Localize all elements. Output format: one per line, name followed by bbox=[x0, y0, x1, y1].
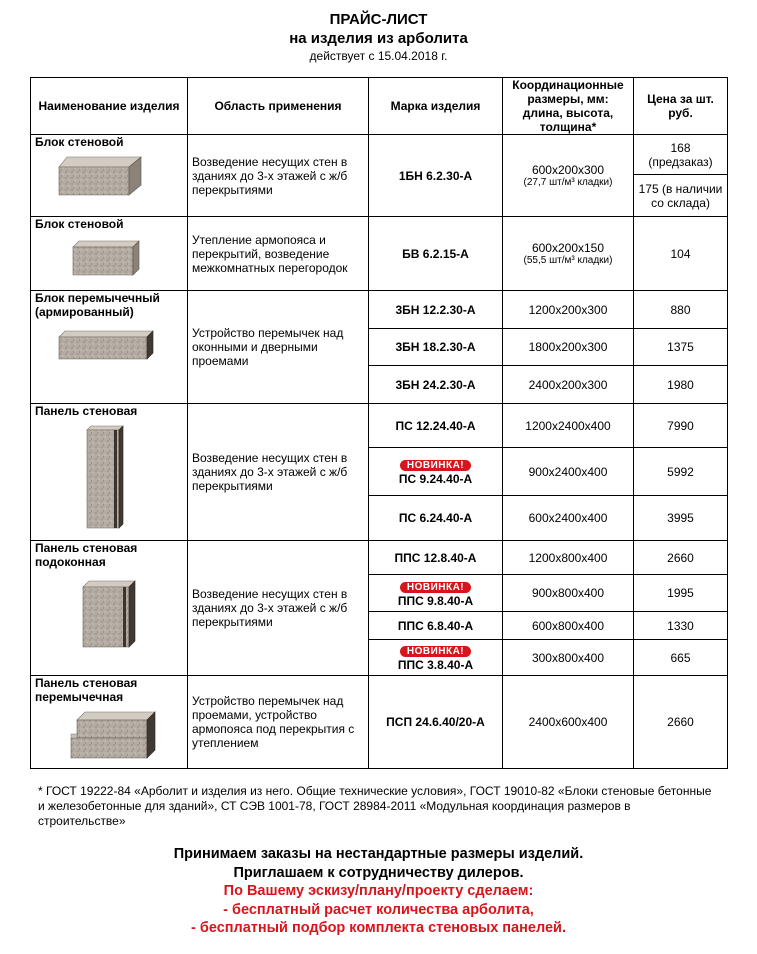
product-name: Блок перемычечный (армированный) bbox=[35, 291, 160, 319]
application-cell: Устройство перемычек над проемами, устройство армопояса под перекрытия с утеплением bbox=[188, 676, 369, 769]
column-header-code: Марка изделия bbox=[369, 78, 503, 135]
column-header-size: Координационные размеры, мм: длина, высота, толщина* bbox=[503, 78, 634, 135]
sketch-offer-note: По Вашему эскизу/плану/проекту сделаем: bbox=[223, 883, 534, 899]
product-code: ППС 3.8.40-А bbox=[397, 658, 474, 672]
price-value: 1375 bbox=[634, 329, 728, 366]
size-value: 600х200х150 bbox=[531, 240, 605, 255]
table-row bbox=[31, 676, 728, 769]
product-name: Блок стеновой bbox=[35, 135, 124, 149]
size-cell bbox=[503, 135, 634, 217]
product-cell bbox=[31, 404, 188, 541]
price-value: 3995 bbox=[634, 496, 728, 541]
product-name: Панель стеновая подоконная bbox=[35, 541, 138, 569]
column-header-name: Наименование изделия bbox=[31, 78, 188, 135]
application-cell: Возведение несущих стен в зданиях до 3-х этажей с ж/б перекрытиями bbox=[188, 135, 369, 217]
size-value: 600х2400х400 bbox=[503, 496, 634, 541]
application-cell: Утепление армопояса и перекрытий, возведение межкомнатных перегородок bbox=[188, 217, 369, 291]
product-code: ППС 6.8.40-А bbox=[369, 612, 503, 640]
price-value: 5992 bbox=[634, 448, 728, 496]
price-value: 880 bbox=[634, 291, 728, 329]
size-value: 2400х200х300 bbox=[503, 366, 634, 404]
product-name: Блок стеновой bbox=[35, 217, 124, 231]
product-cell bbox=[31, 676, 188, 769]
table-row bbox=[31, 217, 728, 291]
price-value: 168 (предзаказ) bbox=[634, 135, 728, 175]
table-row bbox=[31, 541, 728, 575]
size-value: 1200х200х300 bbox=[503, 291, 634, 329]
product-code: 1БН 6.2.30-А bbox=[369, 135, 503, 217]
column-header-price: Цена за шт. руб. bbox=[634, 78, 728, 135]
lintel-panel-image bbox=[35, 708, 180, 764]
lintel-block-image bbox=[35, 323, 180, 373]
product-code: ПС 9.24.40-А bbox=[398, 472, 473, 486]
price-value: 7990 bbox=[634, 404, 728, 448]
product-code-cell bbox=[369, 575, 503, 612]
product-cell bbox=[31, 291, 188, 404]
product-name: Панель стеновая bbox=[35, 404, 138, 418]
wall-block-image bbox=[35, 153, 180, 199]
product-name: Панель стеновая перемычечная bbox=[35, 676, 138, 704]
application-cell: Возведение несущих стен в зданиях до 3-х этажей с ж/б перекрытиями bbox=[188, 404, 369, 541]
price-value: 2660 bbox=[634, 541, 728, 575]
product-code-cell bbox=[369, 640, 503, 676]
new-badge: НОВИНКА! bbox=[400, 646, 471, 657]
size-value: 300х800х400 bbox=[503, 640, 634, 676]
size-value: 600х200х300 bbox=[531, 162, 605, 177]
page-subtitle: на изделия из арболита bbox=[289, 30, 468, 47]
new-badge: НОВИНКА! bbox=[400, 582, 471, 593]
table-row bbox=[31, 291, 728, 329]
product-code: ПС 12.24.40-А bbox=[369, 404, 503, 448]
size-value: 1800х200х300 bbox=[503, 329, 634, 366]
size-value: 900х2400х400 bbox=[503, 448, 634, 496]
wall-block-thin-image bbox=[35, 235, 180, 279]
product-code: 3БН 24.2.30-А bbox=[369, 366, 503, 404]
free-panel-selection-note: - бесплатный подбор комплекта стеновых панелей. bbox=[191, 920, 566, 936]
size-cell bbox=[503, 217, 634, 291]
product-code: БВ 6.2.15-А bbox=[369, 217, 503, 291]
table-row bbox=[31, 404, 728, 448]
application-cell: Возведение несущих стен в зданиях до 3-х этажей с ж/б перекрытиями bbox=[188, 541, 369, 676]
column-header-area: Область применения bbox=[188, 78, 369, 135]
free-calculation-note: - бесплатный расчет количества арболита, bbox=[223, 902, 534, 918]
table-header-row bbox=[31, 78, 728, 135]
price-value: 2660 bbox=[634, 676, 728, 769]
product-cell bbox=[31, 541, 188, 676]
wall-panel-image bbox=[35, 422, 180, 532]
effective-date: действует с 15.04.2018 г. bbox=[309, 49, 448, 63]
price-value: 1980 bbox=[634, 366, 728, 404]
size-value: 2400х600х400 bbox=[503, 676, 634, 769]
sill-panel-image bbox=[35, 573, 180, 653]
new-badge: НОВИНКА! bbox=[400, 460, 471, 471]
size-value: 600х800х400 bbox=[503, 612, 634, 640]
price-value: 1995 bbox=[634, 575, 728, 612]
product-code-cell bbox=[369, 448, 503, 496]
size-note: (27,7 шт/м³ кладки) bbox=[523, 176, 613, 188]
table-row bbox=[31, 135, 728, 175]
price-table bbox=[30, 77, 728, 769]
product-code: ПСП 24.6.40/20-А bbox=[369, 676, 503, 769]
page-title: ПРАЙС-ЛИСТ bbox=[329, 11, 428, 28]
size-value: 1200х2400х400 bbox=[503, 404, 634, 448]
price-value: 175 (в наличии со склада) bbox=[634, 175, 728, 217]
price-value: 104 bbox=[634, 217, 728, 291]
product-cell bbox=[31, 135, 188, 217]
product-code: ППС 12.8.40-А bbox=[369, 541, 503, 575]
product-code: ППС 9.8.40-А bbox=[397, 593, 474, 608]
product-cell bbox=[31, 217, 188, 291]
gost-footnote: * ГОСТ 19222-84 «Арболит и изделия из него. Общие технические условия», ГОСТ 19010-82 «Блоки стеновые бетонные и железобетонные для зданий», СТ СЭВ 1001-78, ГОСТ 28984-2011 «Модульная координация размеров в строительстве» bbox=[38, 784, 712, 828]
product-code: 3БН 18.2.30-А bbox=[369, 329, 503, 366]
price-value: 665 bbox=[634, 640, 728, 676]
size-note: (55,5 шт/м³ кладки) bbox=[523, 254, 613, 266]
size-value: 900х800х400 bbox=[503, 575, 634, 612]
application-cell: Устройство перемычек над оконными и дверными проемами bbox=[188, 291, 369, 404]
price-value: 1330 bbox=[634, 612, 728, 640]
size-value: 1200х800х400 bbox=[503, 541, 634, 575]
dealers-note: Приглашаем к сотрудничеству дилеров. bbox=[233, 865, 524, 881]
product-code: ПС 6.24.40-А bbox=[369, 496, 503, 541]
product-code: 3БН 12.2.30-А bbox=[369, 291, 503, 329]
custom-orders-note: Принимаем заказы на нестандартные размеры изделий. bbox=[173, 846, 584, 862]
